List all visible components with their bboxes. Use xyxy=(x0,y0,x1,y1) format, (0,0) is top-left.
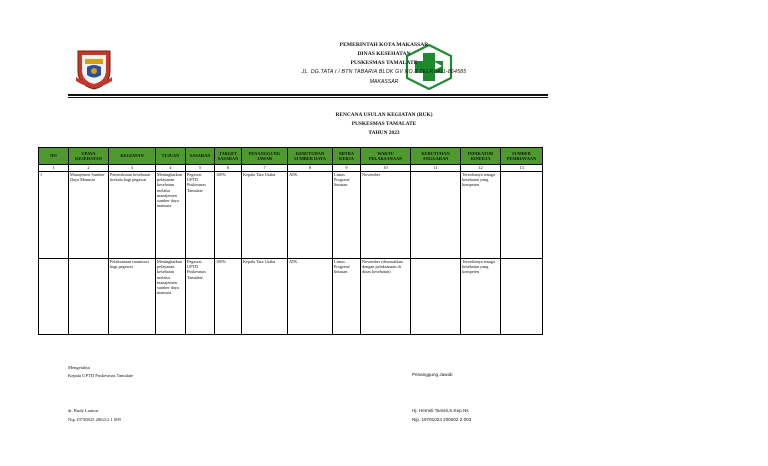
col-number: 1 xyxy=(39,165,69,172)
cell-penanggung-jawab: Kepala Tata Usaha xyxy=(242,259,288,335)
header-address: JL. DG.TATA I / BTN TABARIA BLOK GV NO.8 TELP.0411-864585 xyxy=(301,69,467,75)
col-header: WAKTU PELAKSANAAN xyxy=(361,148,411,165)
col-header: KEBUTUHAN SUMBER DAYA xyxy=(288,148,333,165)
footer-pj-name: Hj. Hermiti Tamsir,S.Kep.Ns xyxy=(412,408,469,413)
footer-pj-title: Penanggung Jawab xyxy=(412,372,453,377)
cell-no: 1 xyxy=(39,172,69,259)
col-header: TARGET SASARAN xyxy=(215,148,242,165)
col-number: 5 xyxy=(186,165,215,172)
cell-target: 100% xyxy=(215,259,242,335)
header-city: MAKASSAR xyxy=(369,79,399,85)
col-number: 2 xyxy=(69,165,109,172)
col-header: KEBUTUHAN ANGGARAN xyxy=(411,148,461,165)
cell-target: 100% xyxy=(215,172,242,259)
cell-sumber-daya: ATK xyxy=(288,259,333,335)
header-government: PEMERINTAH KOTA MAKASSAR xyxy=(339,42,429,48)
cell-tujuan: Meningkatkan pelayanan kesehatan melalui manajemen sumber daya manusia xyxy=(156,259,186,335)
footer-pj-nip: Nip. 19791024 200502 2 003 xyxy=(412,417,472,422)
table-row xyxy=(39,172,543,259)
document-year: TAHUN 2023 xyxy=(368,130,400,136)
cell-waktu: November xyxy=(361,172,411,259)
cell-anggaran xyxy=(411,259,461,335)
cell-anggaran xyxy=(411,172,461,259)
footer-kepala-name: dr. Rudy Lauton xyxy=(68,408,98,413)
cell-sasaran: Pegawai UPTD Puskesmas Tamalate xyxy=(186,259,215,335)
cell-indikator: Tersedianya tenaga kesehatan yang kompeten xyxy=(461,172,501,259)
cell-indikator: Tersedianya tenaga kesehatan yang kompeten xyxy=(461,259,501,335)
header-agency: DINAS KESEHATAN xyxy=(357,51,411,57)
col-header: TUJUAN xyxy=(156,148,186,165)
header-puskesmas: PUSKESMAS TAMALATE xyxy=(350,60,418,66)
footer-kepala-nip: Nip.19730825 200212 1 009 xyxy=(68,417,121,422)
cell-penanggung-jawab: Kepala Tata Usaha xyxy=(242,172,288,259)
col-header: PENANGGUNG JAWAB xyxy=(242,148,288,165)
cell-mitra: Lintas Program/ lintasan xyxy=(333,259,361,335)
col-number: 7 xyxy=(242,165,288,172)
col-number: 13 xyxy=(501,165,543,172)
cell-sasaran: Pegawai UPTD Puskesmas Tamalate xyxy=(186,172,215,259)
cell-pembiayaan xyxy=(501,172,543,259)
header-divider-thin xyxy=(68,97,548,98)
ruk-table xyxy=(38,147,543,335)
col-header: MITRA KERJA xyxy=(333,148,361,165)
col-number: 11 xyxy=(411,165,461,172)
cell-mitra: Lintas Program/ lintasan xyxy=(333,172,361,259)
footer-kepala-title: Kepala UPTD Puskesmas Tamalate xyxy=(68,373,134,378)
col-header: INDIKATOR KINERJA xyxy=(461,148,501,165)
col-header: KEGIATAN xyxy=(109,148,156,165)
col-header: SUMBER PEMBIAYAAN xyxy=(501,148,543,165)
cell-waktu: November (disesuaikan dengan pelaksanaan di dinas kesehatan) xyxy=(361,259,411,335)
col-header: NO xyxy=(39,148,69,165)
cell-tujuan: Meningkatkan pelayanan kesehatan melalui manajemen sumber daya manusia xyxy=(156,172,186,259)
table-header-row xyxy=(39,148,543,165)
col-number: 3 xyxy=(109,165,156,172)
cell-pembiayaan xyxy=(501,259,543,335)
cell-kegiatan: Pelaksanaan imunisasi bagi pegawai xyxy=(109,259,156,335)
document-subtitle: PUSKESMAS TAMALATE xyxy=(351,121,417,127)
table-row xyxy=(39,259,543,335)
document-title: RENCANA USULAN KEGIATAN (RUK) xyxy=(335,112,433,118)
col-number: 12 xyxy=(461,165,501,172)
col-header: SASARAN xyxy=(186,148,215,165)
header-divider xyxy=(68,94,548,96)
col-number: 4 xyxy=(156,165,186,172)
cell-no xyxy=(39,259,69,335)
cell-sumber-daya: ATK xyxy=(288,172,333,259)
col-number: 6 xyxy=(215,165,242,172)
cell-kegiatan: Pemeriksaan kesehatan berkala bagi pegawai xyxy=(109,172,156,259)
cell-upaya: Manajemen Sumber Daya Manusia xyxy=(69,172,109,259)
col-header: UPAYA KESEHATAN xyxy=(69,148,109,165)
col-number: 9 xyxy=(333,165,361,172)
footer-mengetahui: Mengetahui xyxy=(68,365,90,370)
cell-upaya xyxy=(69,259,109,335)
col-number: 8 xyxy=(288,165,333,172)
col-number: 10 xyxy=(361,165,411,172)
column-number-row xyxy=(39,165,543,172)
